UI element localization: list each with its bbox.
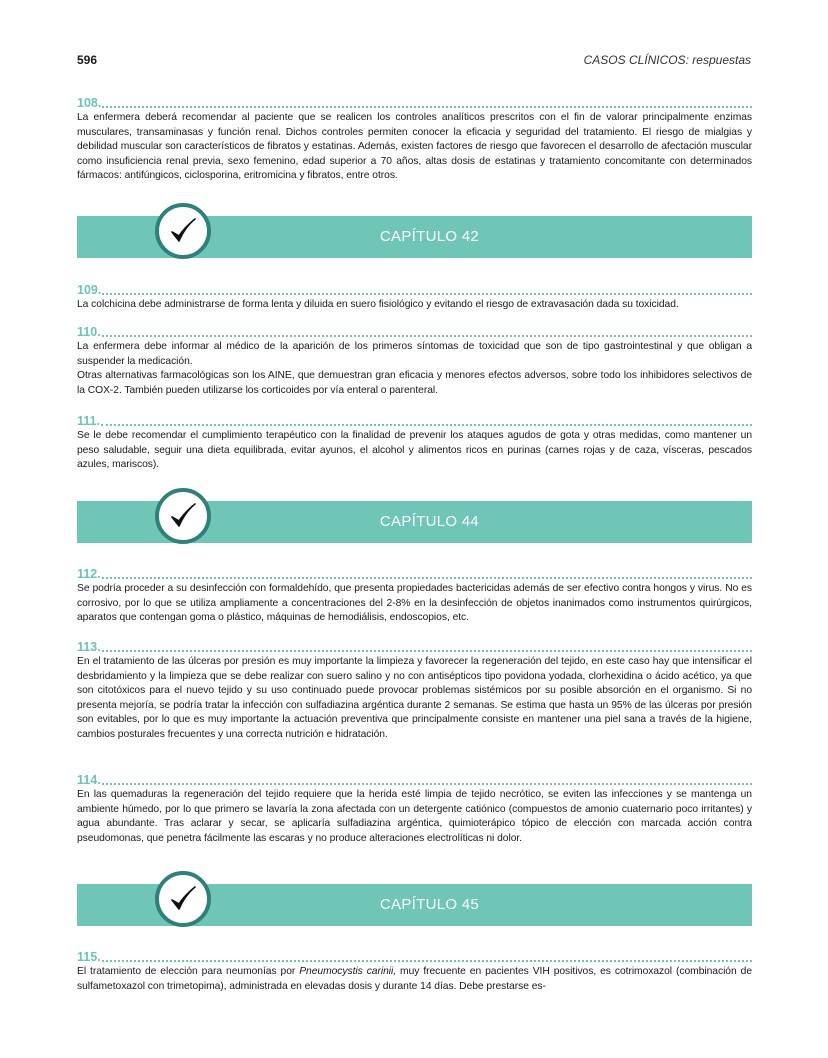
question-111 (77, 414, 752, 473)
question-111-heading (77, 414, 752, 428)
question-115-answer (77, 965, 752, 994)
answer-paragraph: En el tratamiento de las úlceras por presión es muy importante la limpieza y favorecer la regeneración del tejido, en este caso hay que intensificar el desbridamiento y la limpieza que se debe realizar con suero salino y no con antisépticos tipo povidona yodada, clorhexidina o ácido acético, ya que son citotóxicos para el nuevo tejido y su uso continuado puede provocar problemas sistémicos por su posible absorción en el organismo. Si no presenta mejoría, se podría tratar la infección con sulfadiazina argéntica durante 2 semanas. Se estima que hasta un 95% de las úlceras por presión son evitables, por lo que es muy importante la actuación preventiva que principalmente consiste en mantener una piel sana a través de la higiene, cambios posturales frecuentes y una correcta nutrición e hidratación. (77, 656, 752, 740)
question-114-answer (77, 788, 752, 846)
chapter-banner-42 (77, 216, 752, 258)
answer-paragraph: Se le debe recomendar el cumplimiento terapéutico con la finalidad de prevenir los ataques agudos de gota y otras medidas, como mantener un peso saludable, seguir una dieta equilibrada, evitar ayunos, el alcohol y alimentos ricos en purinas (carnes rojas y de caza, vísceras, pescados azules, mariscos). (77, 430, 752, 470)
dotted-leader (102, 335, 752, 337)
answer-paragraph: En las quemaduras la regeneración del tejido requiere que la herida esté limpia de tejido necrótico, se eviten las infecciones y se mantenga un ambiente húmedo, por lo que primero se lavaría la zona afectada con un detergente catiónico (compuestos de amonio cuaternario poco irritantes) y agua abundante. Tras aclarar y secar, se aplicaría sulfadiazina argéntica, quimioterápico tópico de elección con marcada acción contra pseudomonas, que penetra fácilmente las escaras y no produce alteraciones electrolíticas ni dolor. (77, 789, 752, 844)
chapter-title: CAPÍTULO 42 (379, 228, 480, 245)
question-number: 109. (77, 283, 102, 297)
question-108-heading (77, 96, 752, 110)
dotted-leader (101, 424, 752, 426)
page-number: 596 (77, 53, 98, 67)
question-110-heading (77, 325, 752, 339)
dotted-leader (102, 106, 752, 108)
chapter-title: CAPÍTULO 45 (379, 896, 480, 913)
dotted-leader (102, 650, 752, 652)
question-number: 114. (77, 773, 101, 787)
answer-paragraph: La enfermera deberá recomendar al paciente que se realicen los controles analíticos prescritos con el fin de valorar principalmente enzimas musculares, transaminasas y función renal. Dichos controles permiten conocer la eficacia y seguridad del tratamiento. El riesgo de mialgias y debilidad muscular son característicos de fibratos y estatinas. Además, existen factores de riesgo que favorecen el desarrollo de afectación muscular como insuficiencia renal previa, sexo femenino, edad superior a 70 años, altas dosis de estatinas y tratamiento concomitante con determinados fármacos: antifúngicos, ciclosporina, eritromicina y fibratos, entre otros. (77, 112, 752, 181)
answer-text: muy frecuente en pacientes VIH positivos, es cotrimoxazol (combinación de sulfametoxazol con trimetopima), administrada en elevadas dosis y durante 14 días. Debe prestarse es- (77, 966, 752, 992)
question-number: 110. (77, 325, 101, 339)
dotted-leader (102, 293, 752, 295)
question-number: 112. (77, 567, 101, 581)
answer-paragraph: La enfermera debe informar al médico de la aparición de los primeros síntomas de toxicidad que son de tipo gastrointestinal y que obligan a suspender la medicación. (77, 341, 752, 367)
question-number: 113. (77, 640, 101, 654)
running-head: CASOS CLÍNICOS: respuestas (583, 53, 751, 67)
answer-paragraph (77, 965, 752, 994)
question-108-answer (77, 111, 752, 184)
question-114 (77, 773, 752, 846)
question-113-answer (77, 655, 752, 742)
answer-paragraph: Se podría proceder a su desinfección con formaldehído, que presenta propiedades bactericidas además de ser efectivo contra hongos y virus. No es corrosivo, por lo que se utiliza ampliamente a concentraciones del 2-8% en la desinfección de objetos inanimados como instrumentos quirúrgicos, aparatos que contengan goma o plástico, máquinas de hemodiálisis, endoscopios, etc. (77, 583, 752, 623)
question-number: 111. (77, 414, 100, 428)
question-111-answer (77, 429, 752, 473)
dotted-leader (102, 783, 752, 785)
answer-paragraph: La colchicina debe administrarse de forma lenta y diluida en suero fisiológico y evitando el riesgo de extravasación dada su toxicidad. (77, 299, 679, 310)
question-110 (77, 325, 752, 398)
chapter-banner-45 (77, 884, 752, 926)
question-109 (77, 283, 752, 313)
question-number: 115. (77, 950, 101, 964)
question-114-heading (77, 773, 752, 787)
dotted-leader (102, 960, 752, 962)
chapter-banner-44 (77, 501, 752, 543)
question-112-answer (77, 582, 752, 626)
question-115-heading (77, 950, 752, 964)
chapter-title: CAPÍTULO 44 (379, 513, 480, 530)
question-108 (77, 96, 752, 184)
answer-paragraph: Otras alternativas farmacológicas son los AINE, que demuestran gran eficacia y menores efectos adversos, sobre todo los inhibidores selectivos de la COX-2. También pueden utilizarse los corticoides por vía enteral o parenteral. (77, 370, 752, 396)
question-109-answer (77, 298, 752, 313)
question-110-answer (77, 340, 752, 398)
species-name: Pneumocystis carinii, (299, 966, 397, 977)
question-112-heading (77, 567, 752, 581)
question-112 (77, 567, 752, 626)
question-113-heading (77, 640, 752, 654)
question-number: 108. (77, 96, 102, 110)
answer-text: El tratamiento de elección para neumonías por (77, 966, 300, 977)
question-113 (77, 640, 752, 742)
question-115 (77, 950, 752, 994)
dotted-leader (102, 577, 752, 579)
question-109-heading (77, 283, 752, 297)
